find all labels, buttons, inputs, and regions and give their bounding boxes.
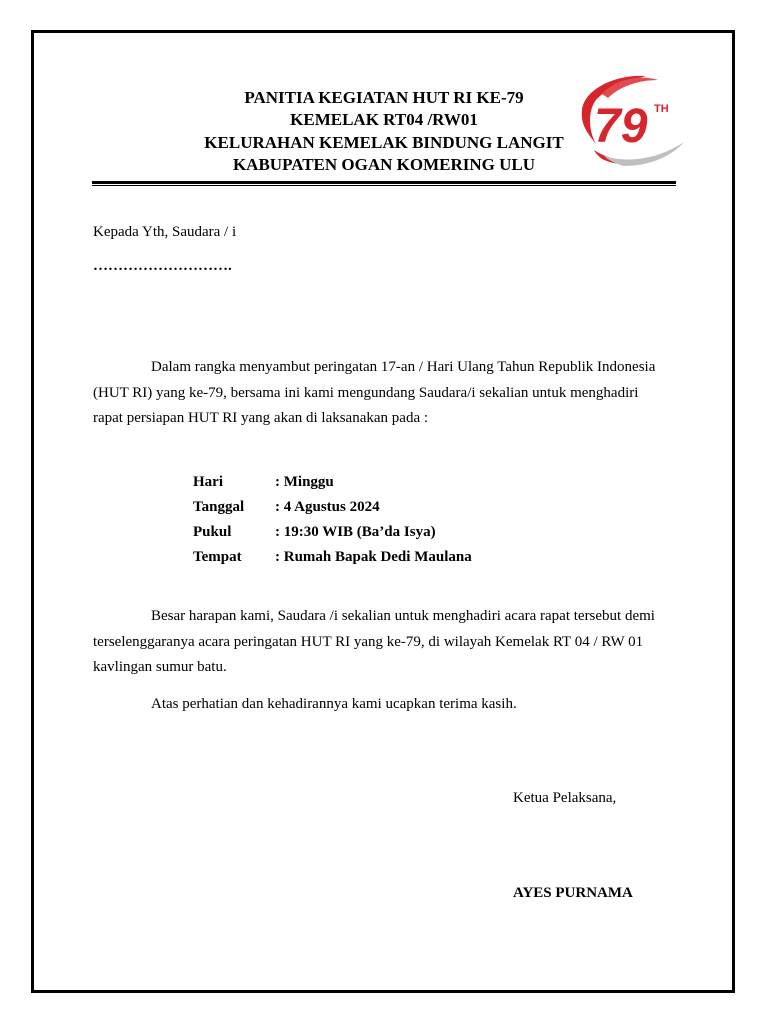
detail-value-pukul: : 19:30 WIB (Ba’da Isya) bbox=[275, 524, 436, 540]
paragraph1-line3: rapat persiapan HUT RI yang akan di laksanakan pada : bbox=[93, 410, 429, 426]
header-rule-thin bbox=[92, 185, 676, 186]
logo-suffix: TH bbox=[654, 103, 669, 115]
paragraph1-line2: (HUT RI) yang ke-79, bersama ini kami mengundang Saudara/i sekalian untuk menghadiri bbox=[93, 385, 639, 401]
header-line-2: KEMELAK RT04 /RW01 bbox=[290, 110, 478, 129]
paragraph2-line2: terselenggaranya acara peringatan HUT RI yang ke-79, di wilayah Kemelak RT 04 / RW 01 bbox=[93, 634, 644, 650]
detail-label-hari: Hari bbox=[193, 474, 223, 490]
detail-label-tanggal: Tanggal bbox=[193, 499, 245, 515]
paragraph2-line3: kavlingan sumur batu. bbox=[93, 659, 227, 675]
header-rule-thick bbox=[92, 181, 676, 184]
recipient-salutation: Kepada Yth, Saudara / i bbox=[93, 224, 237, 240]
header-line-4: KABUPATEN OGAN KOMERING ULU bbox=[232, 155, 536, 174]
detail-value-tempat: : Rumah Bapak Dedi Maulana bbox=[275, 549, 472, 565]
detail-label-pukul: Pukul bbox=[193, 524, 232, 540]
paragraph1-line1: Dalam rangka menyambut peringatan 17-an / Hari Ulang Tahun Republik Indonesia bbox=[151, 359, 656, 375]
closing-text: Atas perhatian dan kehadirannya kami ucapkan terima kasih. bbox=[151, 696, 517, 712]
detail-value-tanggal: : 4 Agustus 2024 bbox=[275, 499, 380, 515]
logo-number: 79 bbox=[594, 100, 648, 153]
header-line-3: KELURAHAN KEMELAK BINDUNG LANGIT bbox=[204, 133, 564, 152]
header-line-1: PANITIA KEGIATAN HUT RI KE-79 bbox=[244, 88, 524, 107]
hut-ri-79-logo-icon bbox=[574, 70, 690, 170]
detail-value-hari: : Minggu bbox=[275, 474, 334, 490]
recipient-placeholder: ………………………. bbox=[93, 258, 232, 274]
paragraph2-line1: Besar harapan kami, Saudara /i sekalian untuk menghadiri acara rapat tersebut demi bbox=[151, 608, 655, 624]
signature-name: AYES PURNAMA bbox=[513, 885, 633, 901]
signature-title: Ketua Pelaksana, bbox=[513, 790, 617, 806]
detail-label-tempat: Tempat bbox=[193, 549, 242, 565]
